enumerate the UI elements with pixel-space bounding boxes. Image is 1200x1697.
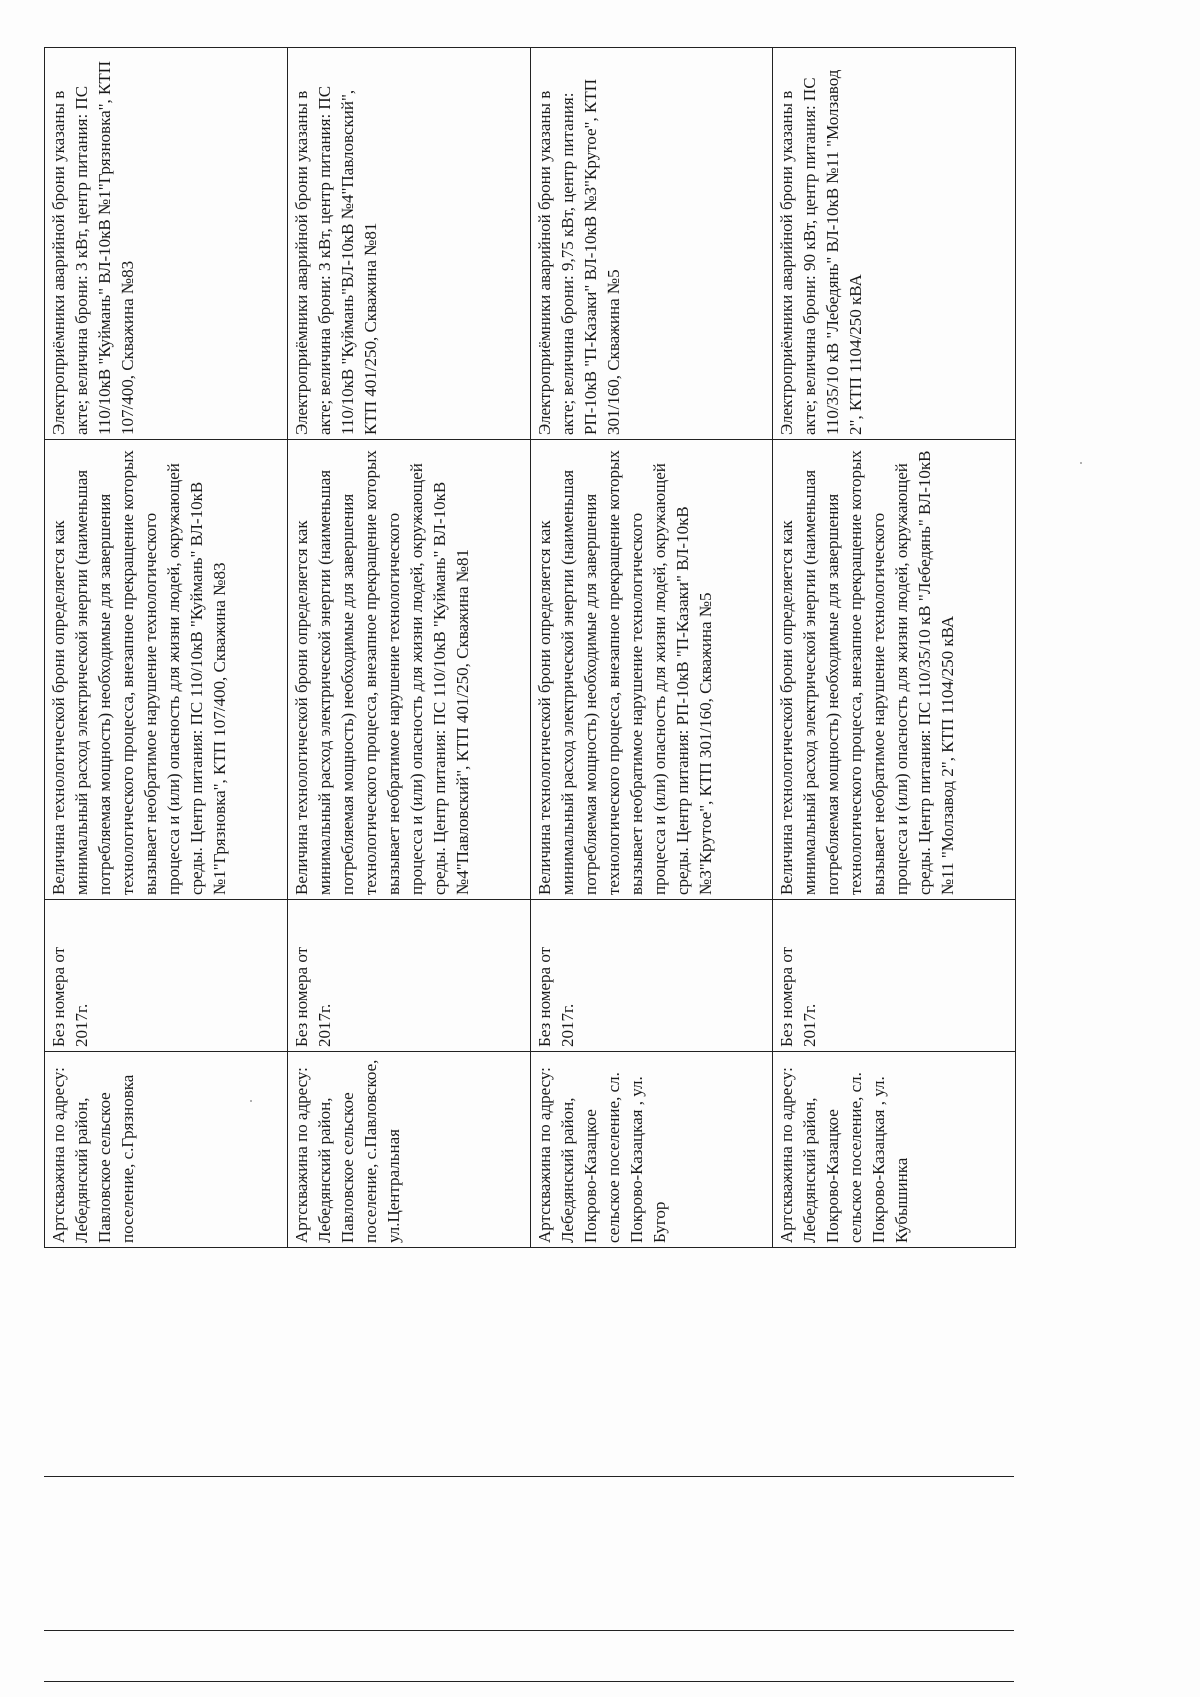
- tech-reserve-cell: Величина технологической брони определяется как минимальный расход электрической энергии (наименьшая потребляемая мощность) необходимые для завершения технологического процесса, внезапное прекращение которых вызывает необратимое нарушение технологического процесса и (или) опасность для жизни людей, окружающей среды. Центр питания: РП-10кВ "П-Казаки" ВЛ-10кВ №3"Крутое", КТП 301/160, Скважина №5: [530, 440, 773, 900]
- tech-reserve-cell: Величина технологической брони определяется как минимальный расход электрической энергии (наименьшая потребляемая мощность) необходимые для завершения технологического процесса, внезапное прекращение которых вызывает необратимое нарушение технологического процесса и (или) опасность для жизни людей, окружающей среды. Центр питания: ПС 110/10кВ "Куймань" ВЛ-10кВ №4"Павловский", КТП 401/250, Скважина №81: [287, 440, 530, 900]
- act-cell: Без номера от 2017г.: [530, 900, 773, 1052]
- act-cell: Без номера от 2017г.: [773, 900, 1016, 1052]
- table-row: [530, 48, 773, 1248]
- address-cell: Артскважина по адресу: Лебедянский район, Покрово-Казацкое сельское поселение, сл. Покрово-Казацкая , ул. Кубышинка: [773, 1052, 1016, 1248]
- rotated-table-container: [44, 48, 1016, 1248]
- address-cell: Артскважина по адресу: Лебедянский район, Павловское сельское поселение, с.Грязновка: [45, 1052, 288, 1248]
- table-row: [287, 48, 530, 1248]
- act-cell: Без номера от 2017г.: [287, 900, 530, 1052]
- tech-reserve-cell: Величина технологической брони определяется как минимальный расход электрической энергии (наименьшая потребляемая мощность) необходимые для завершения технологического процесса, внезапное прекращение которых вызывает необратимое нарушение технологического процесса и (или) опасность для жизни людей, окружающей среды. Центр питания: ПС 110/35/10 кВ "Лебедянь" ВЛ-10кВ №11 "Молзавод 2", КТП 1104/250 кВА: [773, 440, 1016, 900]
- emergency-reserve-cell: Электроприёмники аварийной брони указаны в акте; величина брони: 9,75 кВт, центр питания: РП-10кВ "П-Казаки" ВЛ-10кВ №3"Крутое", КТП 301/160, Скважина №5: [530, 48, 773, 440]
- act-cell: Без номера от 2017г.: [45, 900, 288, 1052]
- address-cell: Артскважина по адресу: Лебедянский район, Покрово-Казацкое сельское поселение, сл. Покрово-Казацкая , ул. Бугор: [530, 1052, 773, 1248]
- table-row: [773, 48, 1016, 1248]
- signature-line: [44, 1476, 1014, 1477]
- emergency-reserve-cell: Электроприёмники аварийной брони указаны в акте; величина брони: 3 кВт, центр питания: ПС 110/10кВ "Куймань"ВЛ-10кВ №4"Павловский", КТП 401/250, Скважина №81: [287, 48, 530, 440]
- emergency-reserve-table: [44, 47, 1016, 1248]
- signature-line: [44, 1630, 1014, 1631]
- table-row: [45, 48, 288, 1248]
- scan-speck: [1080, 462, 1082, 464]
- address-cell: Артскважина по адресу: Лебедянский район, Павловское сельское поселение, с.Павловское, ул.Центральная: [287, 1052, 530, 1248]
- emergency-reserve-cell: Электроприёмники аварийной брони указаны в акте; величина брони: 90 кВт, центр питания: ПС 110/35/10 кВ "Лебедянь" ВЛ-10кВ №11 "Молзавод 2", КТП 1104/250 кВА: [773, 48, 1016, 440]
- scan-speck: [250, 1100, 252, 1102]
- emergency-reserve-cell: Электроприёмники аварийной брони указаны в акте; величина брони: 3 кВт, центр питания: ПС 110/10кВ "Куймань" ВЛ-10кВ №1"Грязновка", КТП 107/400, Скважина №83: [45, 48, 288, 440]
- signature-line: [44, 1681, 1014, 1682]
- tech-reserve-cell: Величина технологической брони определяется как минимальный расход электрической энергии (наименьшая потребляемая мощность) необходимые для завершения технологического процесса, внезапное прекращение которых вызывает необратимое нарушение технологического процесса и (или) опасность для жизни людей, окружающей среды. Центр питания: ПС 110/10кВ "Куймань" ВЛ-10кВ №1"Грязновка", КТП 107/400, Скважина №83: [45, 440, 288, 900]
